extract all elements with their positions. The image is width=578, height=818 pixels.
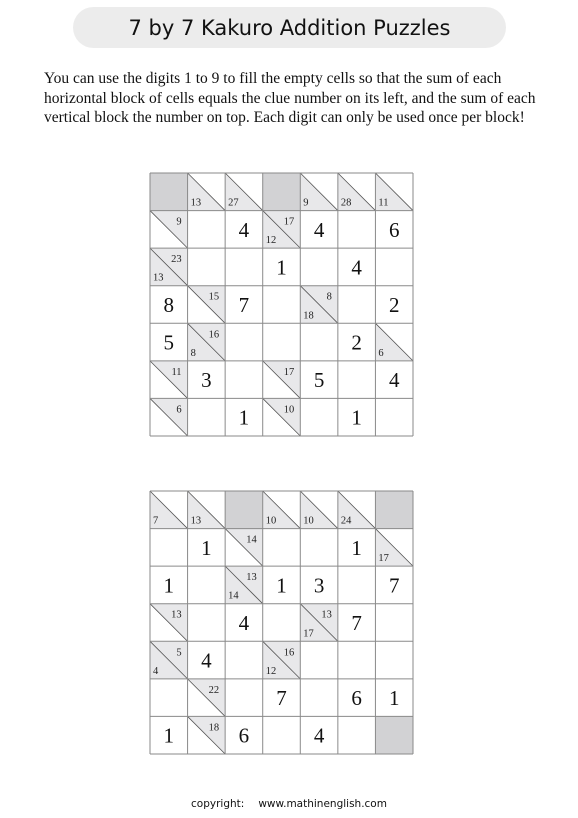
answer-cell[interactable] xyxy=(225,323,263,361)
clue-cell xyxy=(150,641,188,679)
answer-cell[interactable] xyxy=(375,679,413,717)
given-digit: 6 xyxy=(351,686,362,711)
answer-cell[interactable] xyxy=(188,248,226,286)
across-clue: 5 xyxy=(176,647,182,659)
answer-cell[interactable] xyxy=(375,566,413,604)
given-digit: 6 xyxy=(238,723,250,748)
clue-cell xyxy=(375,323,413,361)
answer-cell[interactable] xyxy=(375,211,413,249)
given-digit: 1 xyxy=(276,255,287,280)
clue-cell xyxy=(263,641,301,679)
across-clue: 11 xyxy=(171,366,182,378)
across-clue: 16 xyxy=(283,647,295,659)
clue-cell xyxy=(263,211,301,249)
clue-cell xyxy=(150,361,188,399)
given-digit: 4 xyxy=(201,648,212,673)
answer-cell[interactable] xyxy=(225,248,263,286)
down-clue: 7 xyxy=(153,515,159,527)
given-digit: 7 xyxy=(238,293,250,317)
clue-cell xyxy=(150,248,188,286)
answer-cell[interactable] xyxy=(150,566,188,604)
answer-cell[interactable] xyxy=(375,641,413,679)
given-digit: 1 xyxy=(351,535,362,560)
clue-cell xyxy=(300,491,338,529)
given-digit: 3 xyxy=(313,573,325,598)
down-clue: 18 xyxy=(303,310,314,322)
answer-cell[interactable] xyxy=(300,398,338,436)
given-digit: 7 xyxy=(351,611,362,635)
clue-cell xyxy=(188,716,226,754)
given-digit: 6 xyxy=(388,217,400,242)
answer-cell[interactable] xyxy=(338,248,376,286)
answer-cell[interactable] xyxy=(188,211,226,249)
given-digit: 1 xyxy=(201,535,212,560)
down-clue: 9 xyxy=(303,197,309,209)
given-digit: 7 xyxy=(276,686,287,711)
across-clue: 22 xyxy=(208,684,220,696)
answer-cell[interactable] xyxy=(188,398,226,436)
down-clue: 11 xyxy=(378,197,389,209)
answer-cell[interactable] xyxy=(150,323,188,361)
given-digit: 2 xyxy=(351,330,362,355)
answer-cell[interactable] xyxy=(338,566,376,604)
answer-cell[interactable] xyxy=(225,679,263,717)
answer-cell[interactable] xyxy=(263,604,301,642)
across-clue: 17 xyxy=(283,216,295,228)
clue-cell xyxy=(300,604,338,642)
down-clue: 14 xyxy=(228,590,239,602)
answer-cell[interactable] xyxy=(225,286,263,324)
given-digit: 1 xyxy=(276,573,287,598)
clue-cell xyxy=(150,491,188,529)
given-digit: 4 xyxy=(238,611,250,635)
website-link[interactable]: www.mathinenglish.com xyxy=(258,798,387,810)
answer-cell[interactable] xyxy=(338,398,376,436)
answer-cell[interactable] xyxy=(225,716,263,754)
answer-cell[interactable] xyxy=(338,529,376,567)
answer-cell[interactable] xyxy=(338,361,376,399)
across-clue: 15 xyxy=(208,291,220,303)
answer-cell[interactable] xyxy=(188,604,226,642)
answer-cell[interactable] xyxy=(263,286,301,324)
given-digit: 5 xyxy=(313,368,325,393)
across-clue: 9 xyxy=(176,216,182,228)
down-clue: 13 xyxy=(153,272,164,284)
given-digit: 7 xyxy=(388,573,400,598)
blocked-cell xyxy=(375,491,413,529)
answer-cell[interactable] xyxy=(300,248,338,286)
blocked-cell xyxy=(375,716,413,754)
answer-cell[interactable] xyxy=(263,323,301,361)
given-digit: 8 xyxy=(163,293,175,317)
clue-cell xyxy=(225,529,263,567)
answer-cell[interactable] xyxy=(225,398,263,436)
clue-cell xyxy=(188,679,226,717)
answer-cell[interactable] xyxy=(263,679,301,717)
kakuro-puzzle-1 xyxy=(150,173,413,436)
answer-cell[interactable] xyxy=(300,641,338,679)
down-clue: 10 xyxy=(265,515,277,527)
down-clue: 10 xyxy=(303,515,314,527)
down-clue: 27 xyxy=(228,197,239,209)
clue-cell xyxy=(338,491,376,529)
answer-cell[interactable] xyxy=(338,286,376,324)
clue-cell xyxy=(300,286,338,324)
given-digit: 5 xyxy=(163,330,175,355)
answer-cell[interactable] xyxy=(375,398,413,436)
answer-cell[interactable] xyxy=(150,529,188,567)
given-digit: 1 xyxy=(388,686,400,711)
across-clue: 16 xyxy=(208,329,220,341)
answer-cell[interactable] xyxy=(300,566,338,604)
given-digit: 4 xyxy=(351,255,362,280)
down-clue: 12 xyxy=(265,235,277,247)
instructions-text: You can use the digits 1 to 9 to fill the empty cells so that the sum of each horizontal block of cells equals the clue number on its left, and the sum of each vertical block the number on top. Each digit can only be used once per block! xyxy=(44,70,536,126)
answer-cell[interactable] xyxy=(300,323,338,361)
answer-cell[interactable] xyxy=(338,716,376,754)
down-clue: 6 xyxy=(378,347,384,359)
puzzle-grid-2 xyxy=(150,491,413,754)
given-digit: 3 xyxy=(201,368,212,393)
across-clue: 6 xyxy=(176,404,182,416)
clue-cell xyxy=(338,173,376,211)
puzzle-grid-1 xyxy=(150,173,413,436)
clue-cell xyxy=(263,361,301,399)
given-digit: 4 xyxy=(238,217,250,242)
clue-cell xyxy=(263,398,301,436)
clue-cell xyxy=(300,173,338,211)
given-digit: 2 xyxy=(388,293,400,317)
answer-cell[interactable] xyxy=(263,716,301,754)
answer-cell[interactable] xyxy=(300,529,338,567)
across-clue: 17 xyxy=(283,366,295,378)
answer-cell[interactable] xyxy=(375,248,413,286)
blocked-cell xyxy=(150,173,188,211)
answer-cell[interactable] xyxy=(300,211,338,249)
answer-cell[interactable] xyxy=(225,641,263,679)
down-clue: 4 xyxy=(153,665,159,677)
across-clue: 13 xyxy=(321,609,332,621)
answer-cell[interactable] xyxy=(300,361,338,399)
answer-cell[interactable] xyxy=(188,641,226,679)
clue-cell xyxy=(150,604,188,642)
answer-cell[interactable] xyxy=(338,679,376,717)
answer-cell[interactable] xyxy=(225,604,263,642)
clue-cell xyxy=(188,491,226,529)
clue-cell xyxy=(188,173,226,211)
answer-cell[interactable] xyxy=(375,361,413,399)
down-clue: 8 xyxy=(190,347,196,359)
blocked-cell xyxy=(225,491,263,529)
clue-cell xyxy=(150,398,188,436)
clue-cell xyxy=(225,566,263,604)
answer-cell[interactable] xyxy=(188,566,226,604)
across-clue: 8 xyxy=(326,291,332,303)
given-digit: 4 xyxy=(388,368,400,393)
answer-cell[interactable] xyxy=(375,286,413,324)
page-title: 7 by 7 Kakuro Addition Puzzles xyxy=(73,7,506,48)
across-clue: 13 xyxy=(246,572,257,584)
answer-cell[interactable] xyxy=(338,641,376,679)
copyright-label: copyright: xyxy=(191,798,245,810)
answer-cell[interactable] xyxy=(338,604,376,642)
clue-cell xyxy=(188,323,226,361)
down-clue: 13 xyxy=(190,515,202,527)
answer-cell[interactable] xyxy=(188,361,226,399)
down-clue: 12 xyxy=(265,665,277,677)
answer-cell[interactable] xyxy=(188,529,226,567)
clue-cell xyxy=(150,211,188,249)
blocked-cell xyxy=(263,173,301,211)
across-clue: 23 xyxy=(171,254,182,266)
given-digit: 1 xyxy=(163,723,175,748)
down-clue: 24 xyxy=(340,515,352,527)
across-clue: 13 xyxy=(171,609,182,621)
answer-cell[interactable] xyxy=(338,211,376,249)
answer-cell[interactable] xyxy=(150,679,188,717)
answer-cell[interactable] xyxy=(300,679,338,717)
answer-cell[interactable] xyxy=(150,716,188,754)
down-clue: 28 xyxy=(340,197,352,209)
given-digit: 1 xyxy=(238,405,250,430)
answer-cell[interactable] xyxy=(338,323,376,361)
given-digit: 4 xyxy=(313,723,325,748)
clue-cell xyxy=(188,286,226,324)
down-clue: 17 xyxy=(303,628,314,640)
answer-cell[interactable] xyxy=(263,566,301,604)
across-clue: 14 xyxy=(246,534,257,546)
answer-cell[interactable] xyxy=(225,211,263,249)
clue-cell xyxy=(375,173,413,211)
answer-cell[interactable] xyxy=(263,529,301,567)
clue-cell xyxy=(225,173,263,211)
down-clue: 13 xyxy=(190,197,202,209)
answer-cell[interactable] xyxy=(150,286,188,324)
answer-cell[interactable] xyxy=(225,361,263,399)
across-clue: 10 xyxy=(283,404,295,416)
clue-cell xyxy=(375,529,413,567)
answer-cell[interactable] xyxy=(263,248,301,286)
across-clue: 18 xyxy=(208,722,220,734)
answer-cell[interactable] xyxy=(375,604,413,642)
given-digit: 1 xyxy=(351,405,362,430)
footer xyxy=(0,798,578,810)
down-clue: 17 xyxy=(378,553,389,565)
given-digit: 1 xyxy=(163,573,175,598)
clue-cell xyxy=(263,491,301,529)
answer-cell[interactable] xyxy=(300,716,338,754)
kakuro-puzzle-2 xyxy=(150,491,413,754)
given-digit: 4 xyxy=(313,217,325,242)
